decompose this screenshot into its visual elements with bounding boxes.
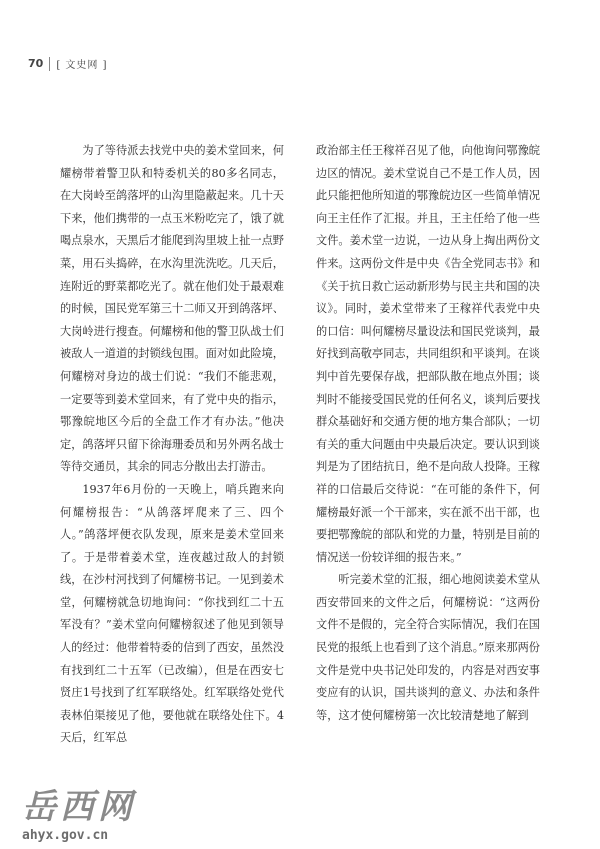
header-divider	[49, 57, 50, 71]
watermark-logo: 岳西网	[22, 787, 136, 827]
site-watermark	[22, 788, 152, 843]
page-header	[28, 56, 107, 71]
paragraph: 政治部主任王稼祥召见了他，向他询问鄂豫皖边区的情况。姜术堂说自己不是工作人员，因此只能把他所知道的鄂豫皖边区一些简单情况向王主任作了汇报。并且，王主任给了他一些文件。姜术堂一边说，一边从身上掏出两份文件来。这两份文件是中央《告全党同志书》和《关于抗日救亡运动新形势与民主共和国的决议》。同时，姜术堂带来了王稼祥代表党中央的口信：叫何耀榜尽量设法和国民党谈判，最好找到高敬亭同志，共同组织和平谈判。在谈判中首先要保存战，把部队散在地点外围；谈判时不能接受国民党的任何名义，谈判后要找群众基础好和交通方便的地方集合部队；一切有关的重大问题由中央最后决定。要认识到谈判是为了团结抗日，绝不是向敌人投降。王稼祥的口信最后交待说：“在可能的条件下，何耀榜最好派一个干部来，实在派不出干部，也要把鄂豫皖的部队和党的力量，特别是目前的情况送一份较详细的报告来。”	[316, 144, 540, 564]
paragraph: 1937年6月份的一天晚上，哨兵跑来向何耀榜报告：“从鸽落坪爬来了三、四个人。”鸽落坪便衣队发现，原来是姜术堂回来了。于是带着姜术堂，连夜越过敌人的封锁线，在沙村河找到了何耀榜书记。一见到姜术堂，何耀榜就急切地询问：“你找到红二十五军没有？”姜术堂向何耀榜叙述了他见到领导人的经过：他带着特委的信到了西安，虽然没有找到红二十五军（已改编），但是在西安七贤庄1号找到了红军联络处。红军联络处党代表林伯渠接见了他，要他就在联络处住下。4天后，红军总	[60, 482, 284, 745]
left-column	[60, 140, 284, 750]
watermark-url: ahyx.gov.cn	[22, 828, 109, 843]
paragraph: 听完姜术堂的汇报，细心地阅读姜术堂从西安带回来的文件之后，何耀榜说：“这两份文件不是假的，完全符合实际情况，我们在国民党的报纸上也看到了这个消息。”原来那两份文件是党中央书记处印发的，内容是对西安事变应有的认识，国共谈判的意义、办法和条件等，这才使何耀榜第一次比较清楚地了解到	[316, 573, 540, 722]
paragraph: 为了等待派去找党中央的姜术堂回来，何耀榜带着警卫队和特委机关的80多名同志，在大岗岭至鸽落坪的山沟里隐蔽起来。几十天下来，他们携带的一点玉米粉吃完了，饿了就喝点泉水，天黑后才能爬到沟里坡上扯一点野菜，用石头捣碎，在水沟里洗洗吃。几天后，连附近的野菜都吃光了。就在他们处于最艰难的时候，国民党军第三十二师又开到鸽落坪、大岗岭进行搜查。何耀榜和他的警卫队战士们被敌人一道道的封锁线包围。面对如此险境，何耀榜对身边的战士们说：“我们不能悲观，一定要等到姜术堂回来，有了党中央的指示，鄂豫皖地区今后的全盘工作才有办法。”他决定，鸽落坪只留下徐海珊委员和另外两名战士等待交通员，其余的同志分散出去打游击。	[60, 144, 284, 474]
page-number: 70	[28, 57, 44, 70]
section-title: [ 文史网 ]	[56, 60, 108, 71]
right-column	[316, 140, 540, 727]
